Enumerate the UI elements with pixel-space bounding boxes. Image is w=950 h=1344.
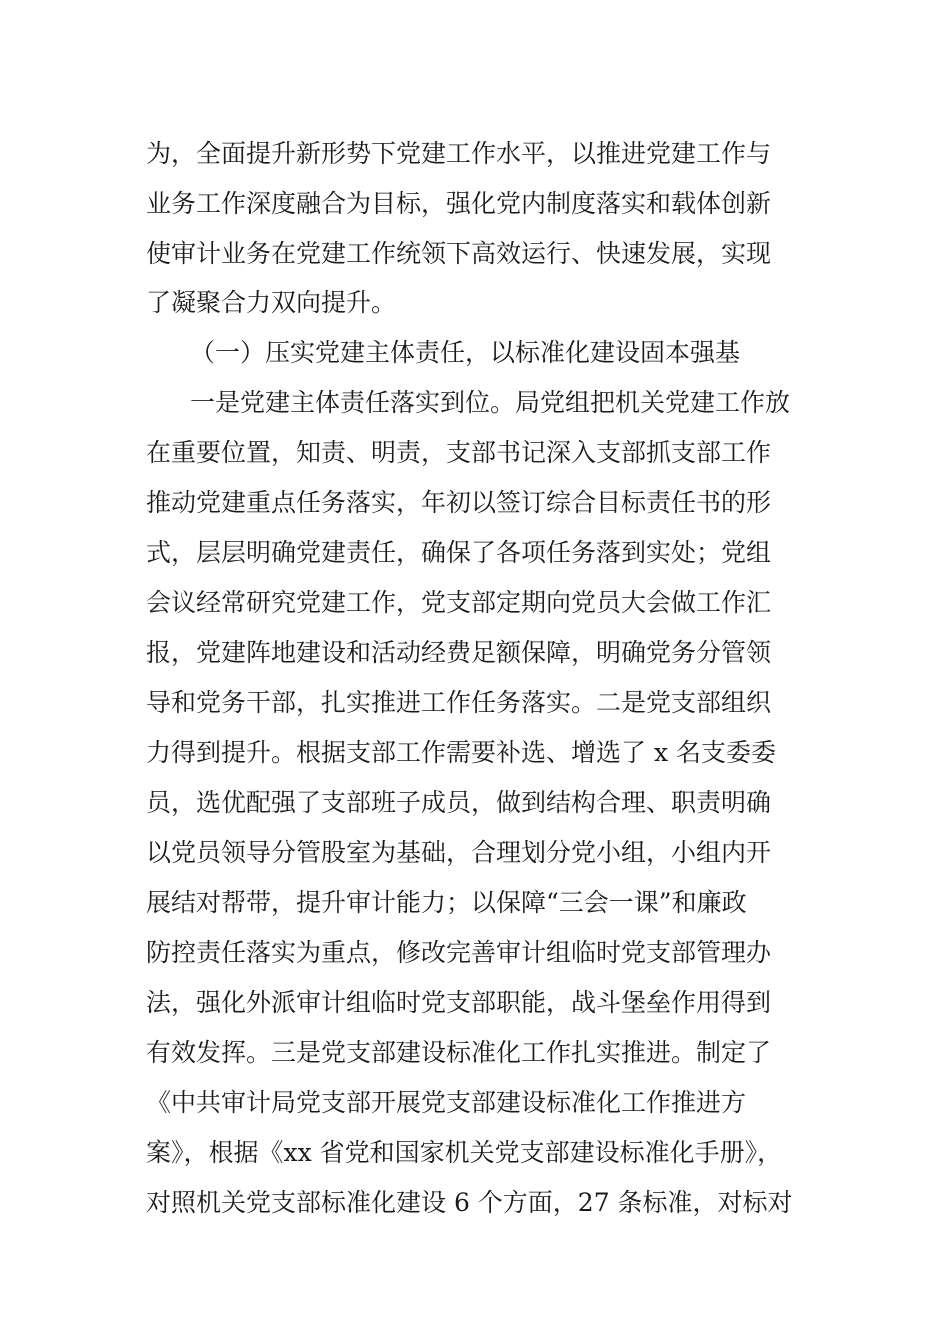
text-line: 防控责任落实为重点，修改完善审计组临时党支部管理办	[146, 938, 772, 967]
text-line: 《中共审计局党支部开展党支部建设标准化工作推进方	[146, 1088, 747, 1117]
text-line: 展结对帮带，提升审计能力；以保障“三会一课”和廉政	[146, 888, 747, 917]
text-line: 法，强化外派审计组临时党支部职能，战斗堡垒作用得到	[146, 988, 772, 1017]
text-line: 员，选优配强了支部班子成员，做到结构合理、职责明确	[146, 788, 772, 817]
text-line: 推动党建重点任务落实，年初以签订综合目标责任书的形	[146, 488, 772, 517]
text-line: 式，层层明确党建责任，确保了各项任务落到实处；党组	[146, 538, 772, 567]
text-line: 了凝聚合力双向提升。	[146, 288, 397, 317]
text-line: 为，全面提升新形势下党建工作水平，以推进党建工作与	[146, 139, 772, 168]
text-line: 会议经常研究党建工作，党支部定期向党员大会做工作汇	[146, 588, 772, 617]
text-line: 案》，根据《xx 省党和国家机关党支部建设标准化手册》，	[146, 1138, 783, 1167]
text-line: 以党员领导分管股室为基础，合理划分党小组，小组内开	[146, 838, 772, 867]
text-line: 导和党务干部，扎实推进工作任务落实。二是党支部组织	[146, 688, 772, 717]
text-line: 有效发挥。三是党支部建设标准化工作扎实推进。制定了	[146, 1038, 772, 1067]
text-line: 业务工作深度融合为目标，强化党内制度落实和载体创新	[146, 189, 772, 218]
section-heading: （一）压实党建主体责任，以标准化建设固本强基	[190, 338, 741, 367]
text-line: 力得到提升。根据支部工作需要补选、增选了 x 名支委委	[146, 738, 776, 767]
text-line: 报，党建阵地建设和活动经费足额保障，明确党务分管领	[146, 638, 772, 667]
text-line: 在重要位置，知责、明责，支部书记深入支部抓支部工作	[146, 438, 772, 467]
text-line: 一是党建主体责任落实到位。局党组把机关党建工作放	[190, 388, 791, 417]
text-line: 对照机关党支部标准化建设 6 个方面，27 条标准，对标对	[146, 1188, 793, 1217]
text-line: 使审计业务在党建工作统领下高效运行、快速发展，实现	[146, 239, 772, 268]
